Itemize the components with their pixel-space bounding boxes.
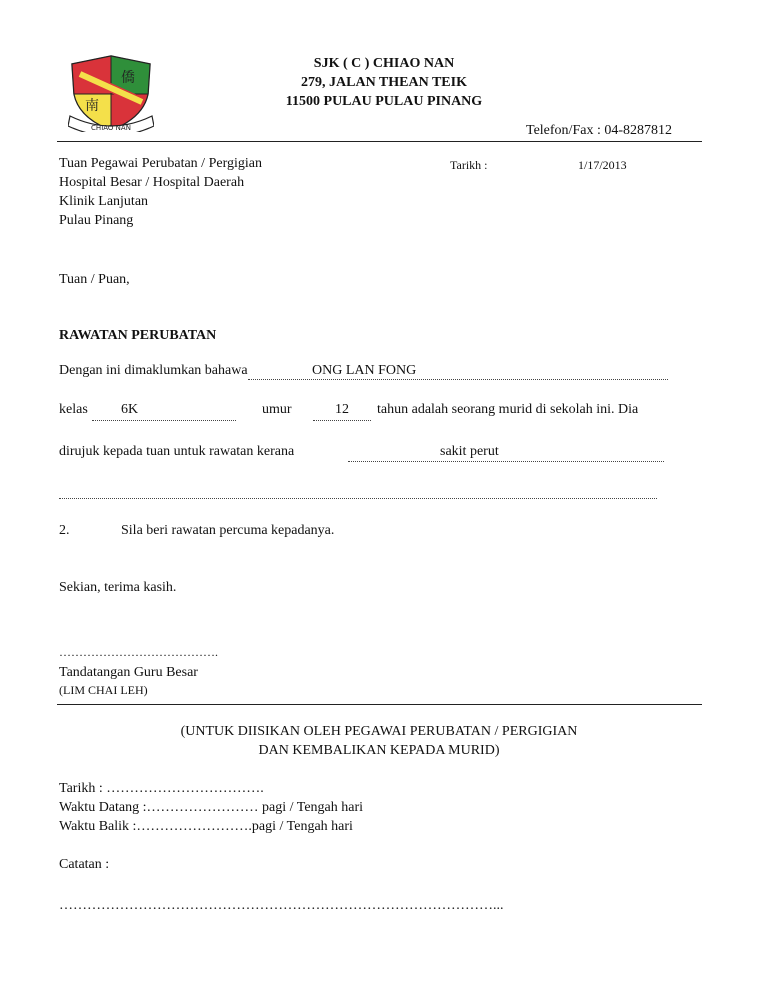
notes-dots: …………………………………………………………………………………...	[59, 898, 504, 913]
age-dots	[313, 420, 371, 421]
school-name: SJK ( C ) CHIAO NAN	[313, 56, 455, 71]
logo-text: CHIAO NAN	[91, 124, 131, 132]
referral-text: dirujuk kepada tuan untuk rawatan kerana	[59, 444, 295, 459]
section-divider	[57, 704, 702, 705]
age-label: umur	[262, 402, 292, 417]
referral-reason: sakit perut	[440, 444, 499, 459]
officer-heading-line1: (UNTUK DIISIKAN OLEH PEGAWAI PERUBATAN / PERGIGIAN	[180, 724, 578, 739]
recipient-line3: Klinik Lanjutan	[59, 194, 149, 209]
departure-time-line: Waktu Balik :…………………….pagi / Tengah hari	[59, 819, 353, 834]
school-address-line1: 279, JALAN THEAN TEIK	[301, 75, 467, 90]
student-name: ONG LAN FONG	[312, 363, 417, 378]
school-phone: Telefon/Fax : 04-8287812	[526, 123, 672, 138]
header-divider	[57, 141, 702, 142]
subject: RAWATAN PERUBATAN	[59, 328, 217, 343]
closing: Sekian, terima kasih.	[59, 580, 177, 595]
line2-rest: tahun adalah seorang murid di sekolah ini. Dia	[377, 402, 639, 417]
recipient-line2: Hospital Besar / Hospital Daerah	[59, 175, 245, 190]
extra-reason-dots	[59, 498, 657, 499]
signature-name: (LIM CHAI LEH)	[59, 683, 148, 697]
age-value: 12	[335, 402, 349, 417]
notes-label: Catatan :	[59, 857, 110, 872]
student-name-dots	[248, 379, 668, 380]
recipient-line1: Tuan Pegawai Perubatan / Pergigian	[59, 156, 262, 171]
officer-heading-line2: DAN KEMBALIKAN KEPADA MURID)	[258, 743, 500, 758]
arrival-time-line: Waktu Datang :…………………… pagi / Tengah hari	[59, 800, 364, 815]
school-address-line2: 11500 PULAU PULAU PINANG	[285, 94, 483, 109]
class-label: kelas	[59, 402, 88, 417]
class-dots	[92, 420, 236, 421]
svg-text:南: 南	[85, 98, 99, 114]
reason-dots	[348, 461, 664, 462]
signature-dots: ………………………………….	[59, 645, 218, 659]
salutation: Tuan / Puan,	[59, 272, 130, 287]
svg-text:僑: 僑	[121, 70, 135, 86]
officer-date-line: Tarikh : …………………………….	[59, 781, 264, 796]
signature-title: Tandatangan Guru Besar	[59, 665, 198, 680]
date-label: Tarikh :	[450, 158, 488, 172]
item2-text: Sila beri rawatan percuma kepadanya.	[121, 523, 335, 538]
intro-text: Dengan ini dimaklumkan bahawa	[59, 363, 248, 378]
recipient-line4: Pulau Pinang	[59, 213, 134, 228]
item2-number: 2.	[59, 523, 70, 538]
class-value: 6K	[121, 402, 139, 417]
date-value: 1/17/2013	[578, 158, 627, 172]
